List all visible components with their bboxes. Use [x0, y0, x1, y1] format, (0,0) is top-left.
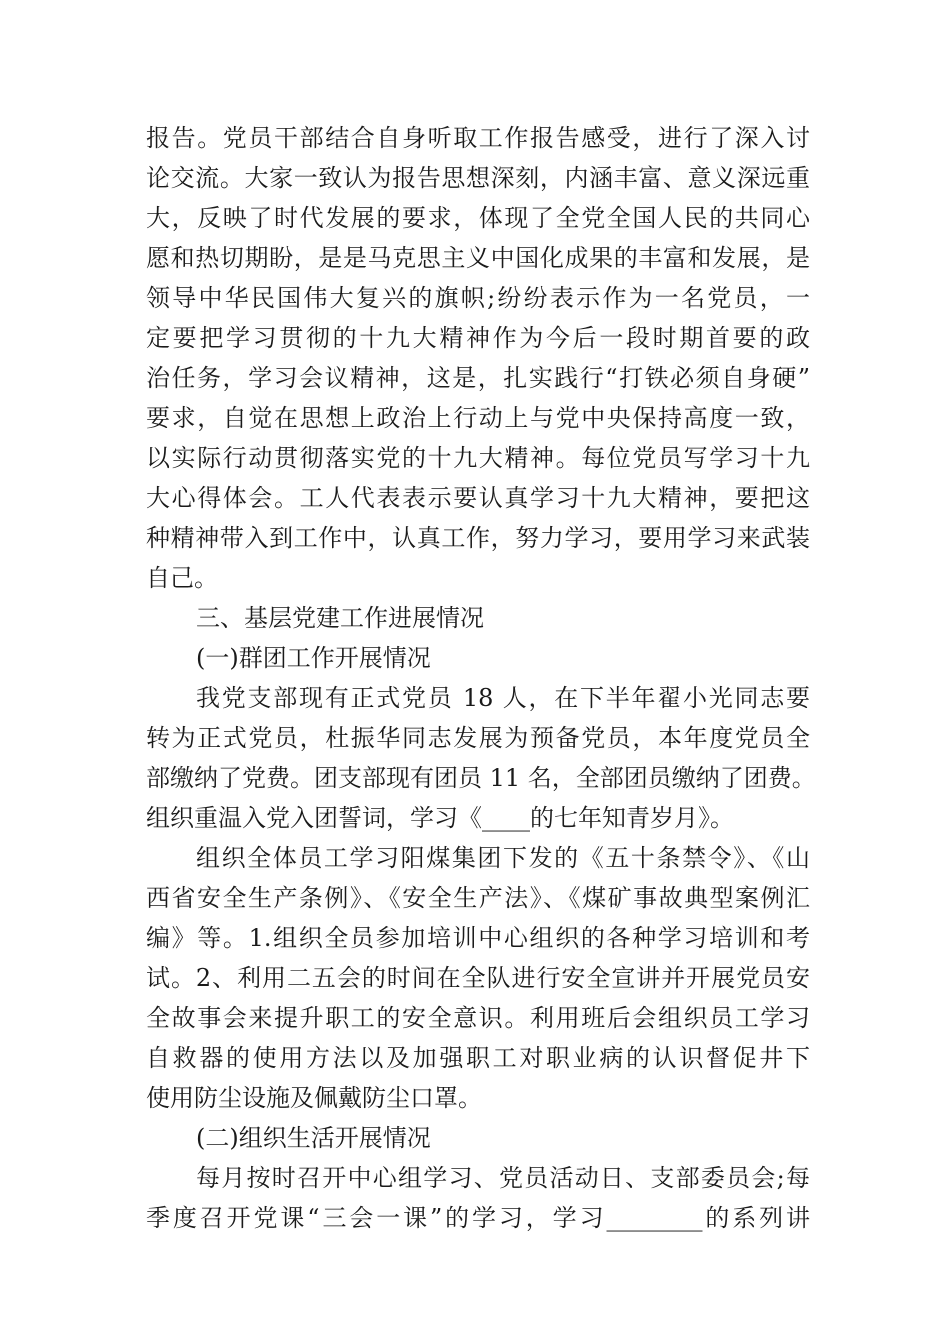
text-line: 转为正式党员，杜振华同志发展为预备党员，本年度党员全: [146, 724, 810, 752]
text-line: 报告。党员干部结合自身听取工作报告感受，进行了深入讨: [146, 124, 810, 152]
text-line: 大心得体会。工人代表表示要认真学习十九大精神，要把这: [146, 484, 810, 512]
text-line: 论交流。大家一致认为报告思想深刻，内涵丰富、意义深远重: [146, 164, 810, 192]
text-line: 西省安全生产条例》、《安全生产法》、《煤矿事故典型案例汇: [146, 884, 810, 912]
text-line: 自己。: [146, 564, 218, 592]
text-line: 使用防尘设施及佩戴防尘口罩。: [146, 1084, 482, 1112]
text-line: 组织全体员工学习阳煤集团下发的《五十条禁令》、《山: [196, 844, 810, 872]
text-line: (一)群团工作开展情况: [196, 644, 431, 672]
text-line: (二)组织生活开展情况: [196, 1124, 431, 1152]
text-line: 自救器的使用方法以及加强职工对职业病的认识督促井下: [146, 1044, 810, 1072]
text-line: 全故事会来提升职工的安全意识。利用班后会组织员工学习: [146, 1004, 810, 1032]
text-line: 编》等。1.组织全员参加培训中心组织的各种学习培训和考: [146, 924, 810, 952]
text-line: 我党支部现有正式党员 18 人，在下半年翟小光同志要: [196, 684, 810, 712]
text-line: 大，反映了时代发展的要求，体现了全党全国人民的共同心: [146, 204, 810, 232]
text-line: 治任务，学习会议精神，这是，扎实践行“打铁必须自身硬”: [146, 364, 810, 392]
text-line: 试。2、利用二五会的时间在全队进行安全宣讲并开展党员安: [146, 964, 810, 992]
text-line: 三、基层党建工作进展情况: [196, 604, 484, 632]
text-line: 部缴纳了党费。团支部现有团员 11 名，全部团员缴纳了团费。: [146, 764, 816, 792]
text-line: 种精神带入到工作中，认真工作，努力学习，要用学习来武装: [146, 524, 810, 552]
text-line: 季度召开党课“三会一课”的学习，学习________的系列讲: [146, 1204, 810, 1232]
body-text: [146, 118, 816, 1238]
text-line: 愿和热切期盼，是是马克思主义中国化成果的丰富和发展，是: [146, 244, 810, 272]
text-line: 领导中华民国伟大复兴的旗帜;纷纷表示作为一名党员，一: [146, 284, 810, 312]
text-line: 组织重温入党入团誓词，学习《____的七年知青岁月》。: [146, 804, 734, 832]
text-line: 要求，自觉在思想上政治上行动上与党中央保持高度一致，: [146, 404, 810, 432]
text-line: 每月按时召开中心组学习、党员活动日、支部委员会;每: [196, 1164, 810, 1192]
text-line: 定要把学习贯彻的十九大精神作为今后一段时期首要的政: [146, 324, 810, 352]
text-line: 以实际行动贯彻落实党的十九大精神。每位党员写学习十九: [146, 444, 810, 472]
